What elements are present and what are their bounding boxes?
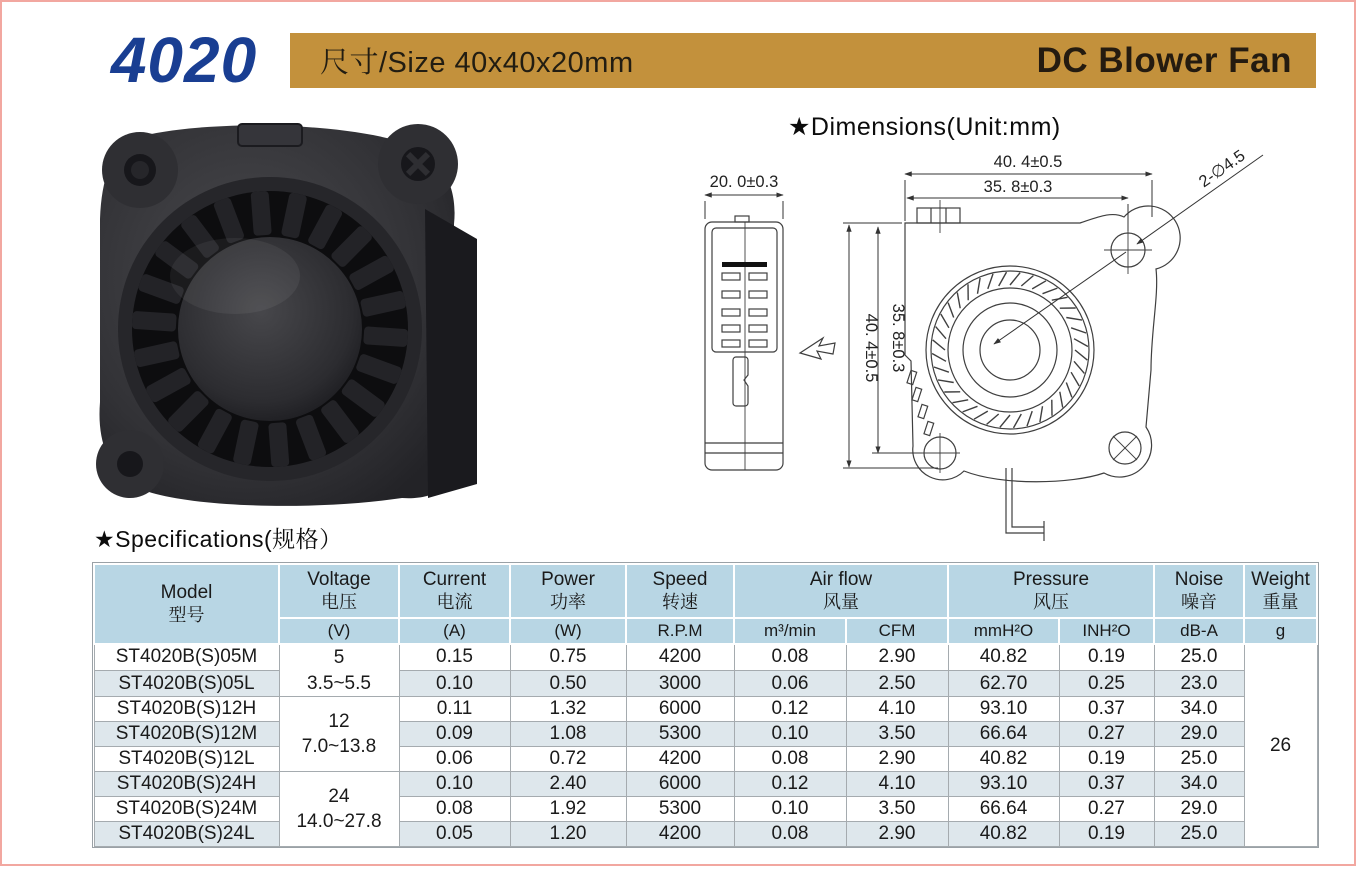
- side-view-inner-frame: [712, 228, 777, 352]
- cell-airflow-m3: 0.10: [734, 722, 846, 747]
- product-name: DC Blower Fan: [1036, 40, 1292, 80]
- cell-noise: 23.0: [1154, 670, 1244, 696]
- cell-pressure-inh2o: 0.27: [1059, 797, 1154, 822]
- cell-model: ST4020B(S)24H: [94, 772, 279, 797]
- cell-airflow-m3: 0.06: [734, 670, 846, 696]
- specifications-section-title: ★Specifications(规格）: [94, 526, 343, 552]
- side-view-outline: [705, 222, 783, 470]
- cell-speed: 5300: [626, 797, 734, 822]
- cell-airflow-m3: 0.08: [734, 644, 846, 670]
- col-header-voltage: Voltage 电压: [279, 564, 399, 618]
- cell-speed: 4200: [626, 822, 734, 847]
- cell-noise: 34.0: [1154, 697, 1244, 722]
- cell-current: 0.10: [399, 772, 510, 797]
- cell-speed: 6000: [626, 697, 734, 722]
- impeller-hub-circle: [980, 320, 1040, 380]
- cell-model: ST4020B(S)05M: [94, 644, 279, 670]
- cell-current: 0.08: [399, 797, 510, 822]
- cell-airflow-cfm: 2.90: [846, 822, 948, 847]
- unit-airflow-m3: m³/min: [734, 618, 846, 644]
- lead-wires: [1006, 468, 1044, 541]
- cell-power: 1.92: [510, 797, 626, 822]
- col-header-model: Model 型号: [94, 564, 279, 644]
- cell-voltage-group-5v: 5 3.5~5.5: [279, 644, 399, 697]
- dim-label-hole-pitch-height: 35. 8±0.3: [889, 303, 907, 373]
- cell-airflow-cfm: 2.90: [846, 747, 948, 772]
- cell-pressure-mmh2o: 66.64: [948, 797, 1059, 822]
- unit-speed: R.P.M: [626, 618, 734, 644]
- cell-pressure-mmh2o: 40.82: [948, 822, 1059, 847]
- cell-speed: 5300: [626, 722, 734, 747]
- col-header-pressure: Pressure 风压: [948, 564, 1154, 618]
- cell-weight: 26: [1244, 644, 1317, 847]
- cell-current: 0.09: [399, 722, 510, 747]
- col-header-noise: Noise 噪音: [1154, 564, 1244, 618]
- specifications-table: [93, 563, 1318, 847]
- table-row: [94, 772, 1317, 797]
- unit-pressure-inh2o: INH²O: [1059, 618, 1154, 644]
- cell-airflow-cfm: 3.50: [846, 722, 948, 747]
- cell-power: 0.75: [510, 644, 626, 670]
- cell-pressure-inh2o: 0.37: [1059, 772, 1154, 797]
- cell-current: 0.06: [399, 747, 510, 772]
- unit-airflow-cfm: CFM: [846, 618, 948, 644]
- cell-airflow-cfm: 3.50: [846, 797, 948, 822]
- cell-airflow-cfm: 4.10: [846, 697, 948, 722]
- col-header-speed: Speed 转速: [626, 564, 734, 618]
- table-row: [94, 797, 1317, 822]
- unit-current: (A): [399, 618, 510, 644]
- table-row: [94, 670, 1317, 696]
- cell-pressure-mmh2o: 40.82: [948, 747, 1059, 772]
- cell-power: 1.20: [510, 822, 626, 847]
- cell-speed: 3000: [626, 670, 734, 696]
- cell-speed: 4200: [626, 747, 734, 772]
- cell-model: ST4020B(S)05L: [94, 670, 279, 696]
- front-view-top-tab: [917, 208, 960, 223]
- cell-pressure-inh2o: 0.37: [1059, 697, 1154, 722]
- cell-current: 0.15: [399, 644, 510, 670]
- unit-pressure-mmh2o: mmH²O: [948, 618, 1059, 644]
- holes-leader-line: [1137, 155, 1263, 244]
- cell-pressure-inh2o: 0.25: [1059, 670, 1154, 696]
- cell-pressure-inh2o: 0.19: [1059, 822, 1154, 847]
- cell-airflow-m3: 0.08: [734, 747, 846, 772]
- col-header-weight: Weight 重量: [1244, 564, 1317, 618]
- cell-power: 0.72: [510, 747, 626, 772]
- unit-noise: dB-A: [1154, 618, 1244, 644]
- screw-bottom-left: [117, 451, 143, 477]
- impeller-blade-ticks: [932, 272, 1088, 428]
- col-header-current: Current 电流: [399, 564, 510, 618]
- dimension-drawing: [680, 145, 1340, 565]
- cell-pressure-mmh2o: 66.64: [948, 722, 1059, 747]
- cell-model: ST4020B(S)12H: [94, 697, 279, 722]
- cell-airflow-cfm: 4.10: [846, 772, 948, 797]
- cell-noise: 25.0: [1154, 747, 1244, 772]
- dim-label-hole-pitch-width: 35. 8±0.3: [983, 178, 1053, 196]
- side-view-ribs: [722, 273, 767, 347]
- cell-model: ST4020B(S)24L: [94, 822, 279, 847]
- cell-speed: 4200: [626, 644, 734, 670]
- cell-noise: 25.0: [1154, 644, 1244, 670]
- cell-power: 0.50: [510, 670, 626, 696]
- unit-weight: g: [1244, 618, 1317, 644]
- side-view: [705, 216, 835, 470]
- dim-label-outer-width: 40. 4±0.5: [993, 153, 1063, 171]
- airflow-direction-icon: [800, 338, 835, 359]
- col-header-airflow: Air flow 风量: [734, 564, 948, 618]
- cell-model: ST4020B(S)12M: [94, 722, 279, 747]
- unit-voltage: (V): [279, 618, 399, 644]
- table-row: [94, 697, 1317, 722]
- table-row: [94, 644, 1317, 670]
- side-view-top-tab: [735, 216, 749, 222]
- table-row: [94, 722, 1317, 747]
- side-view-inlet-bar: [722, 262, 767, 267]
- dim-label-mounting-holes: 2-∅4.5: [1195, 146, 1249, 192]
- cell-noise: 25.0: [1154, 822, 1244, 847]
- product-photo: [80, 104, 485, 512]
- cell-noise: 29.0: [1154, 797, 1244, 822]
- cell-power: 1.08: [510, 722, 626, 747]
- fan-top-tab: [238, 124, 302, 146]
- cell-model: ST4020B(S)24M: [94, 797, 279, 822]
- front-view: [905, 200, 1180, 541]
- cell-airflow-cfm: 2.90: [846, 644, 948, 670]
- cell-pressure-mmh2o: 40.82: [948, 644, 1059, 670]
- dim-label-outer-height: 40. 4±0.5: [862, 313, 880, 383]
- cell-pressure-mmh2o: 62.70: [948, 670, 1059, 696]
- cell-current: 0.10: [399, 670, 510, 696]
- side-view-connector: [733, 357, 748, 406]
- page-title-model-number: 4020: [110, 24, 258, 96]
- cell-noise: 29.0: [1154, 722, 1244, 747]
- unit-power: (W): [510, 618, 626, 644]
- table-row: [94, 822, 1317, 847]
- impeller-outer-circle: [926, 266, 1094, 434]
- cell-pressure-inh2o: 0.19: [1059, 644, 1154, 670]
- dimension-labels: [710, 147, 1249, 383]
- cell-power: 2.40: [510, 772, 626, 797]
- col-header-power: Power 功率: [510, 564, 626, 618]
- cell-speed: 6000: [626, 772, 734, 797]
- table-header-row-1: [94, 564, 1317, 618]
- dim-label-thickness: 20. 0±0.3: [709, 173, 779, 191]
- cell-model: ST4020B(S)12L: [94, 747, 279, 772]
- cell-airflow-m3: 0.12: [734, 772, 846, 797]
- dimensions-section-title: ★Dimensions(Unit:mm): [788, 113, 1061, 141]
- header-banner: [290, 33, 1316, 88]
- fan-hub-highlight: [170, 238, 300, 314]
- cell-pressure-mmh2o: 93.10: [948, 697, 1059, 722]
- cell-pressure-inh2o: 0.19: [1059, 747, 1154, 772]
- fan-outlet-duct: [425, 209, 477, 498]
- cell-voltage-group-24v: 24 14.0~27.8: [279, 772, 399, 847]
- screw-top-left-center: [131, 161, 149, 179]
- cell-pressure-inh2o: 0.27: [1059, 722, 1154, 747]
- cell-airflow-m3: 0.08: [734, 822, 846, 847]
- impeller-mid-circle: [948, 288, 1072, 412]
- size-label: 尺寸/Size 40x40x20mm: [320, 47, 634, 79]
- cell-current: 0.05: [399, 822, 510, 847]
- table-row: [94, 747, 1317, 772]
- cell-airflow-cfm: 2.50: [846, 670, 948, 696]
- cell-power: 1.32: [510, 697, 626, 722]
- cell-pressure-mmh2o: 93.10: [948, 772, 1059, 797]
- cell-current: 0.11: [399, 697, 510, 722]
- cell-airflow-m3: 0.10: [734, 797, 846, 822]
- cell-voltage-group-12v: 12 7.0~13.8: [279, 697, 399, 772]
- cell-noise: 34.0: [1154, 772, 1244, 797]
- cell-airflow-m3: 0.12: [734, 697, 846, 722]
